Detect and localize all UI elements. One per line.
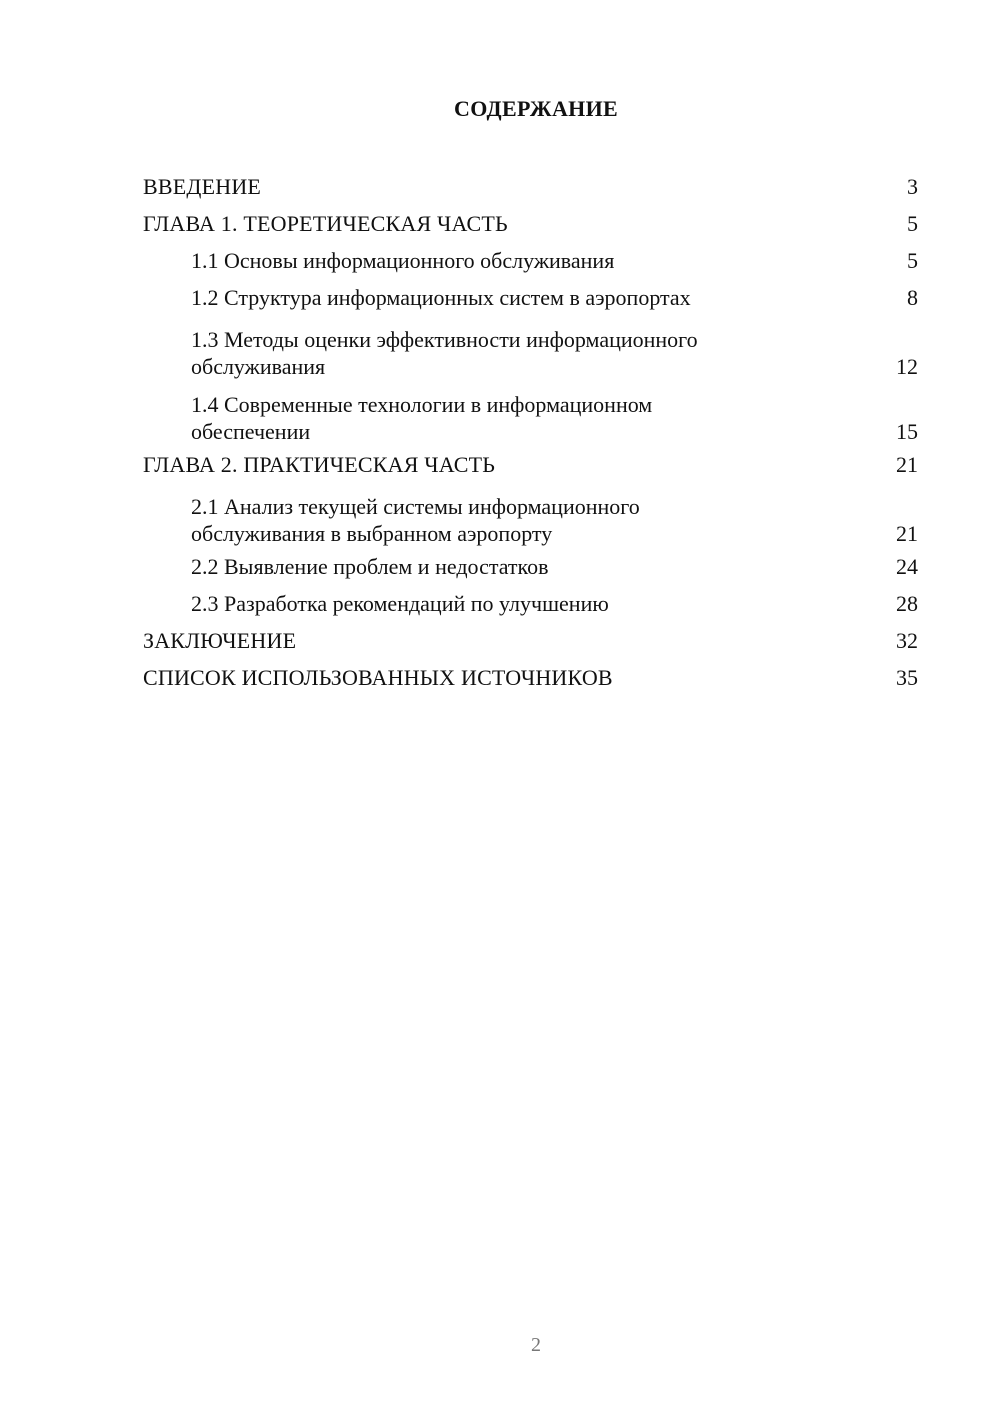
toc-entry-introduction[interactable] <box>143 168 918 205</box>
toc-title: СОДЕРЖАНИЕ <box>454 96 618 121</box>
toc-entry-page: 28 <box>896 591 918 616</box>
toc-entry-label: СПИСОК ИСПОЛЬЗОВАННЫХ ИСТОЧНИКОВ <box>143 665 613 690</box>
toc-entry-chapter-1[interactable] <box>143 205 918 242</box>
toc-entry-label: 2.1 Анализ текущей системы информационного обслуживания в выбранном аэропорту <box>191 494 640 546</box>
toc-entry-label: ГЛАВА 1. ТЕОРЕТИЧЕСКАЯ ЧАСТЬ <box>143 211 508 236</box>
page-number: 2 <box>531 1334 541 1356</box>
toc-entry-chapter-2[interactable] <box>143 446 918 483</box>
toc-entry-label: 2.2 Выявление проблем и недостатков <box>191 554 549 579</box>
toc-entry-label: 1.2 Структура информационных систем в аэропортах <box>191 285 691 310</box>
toc-entry-page: 24 <box>896 554 918 579</box>
toc-entry-section-1-1[interactable] <box>143 242 918 279</box>
toc-entry-section-1-4[interactable] <box>143 381 918 446</box>
toc-entry-page: 15 <box>896 419 918 444</box>
toc-entry-page: 8 <box>907 285 918 310</box>
toc-entry-label: ГЛАВА 2. ПРАКТИЧЕСКАЯ ЧАСТЬ <box>143 452 496 477</box>
toc-entry-page: 5 <box>907 211 918 236</box>
toc-entry-page: 21 <box>896 452 918 477</box>
toc-entry-label: 1.4 Современные технологии в информационном обеспечении <box>191 392 653 444</box>
toc-entry-label: 1.3 Методы оценки эффективности информационного обслуживания <box>191 327 698 379</box>
toc-entry-page: 32 <box>896 628 918 653</box>
toc-entry-page: 3 <box>907 174 918 199</box>
table-of-contents <box>143 168 918 696</box>
toc-entry-page: 5 <box>907 248 918 273</box>
toc-entry-page: 35 <box>896 665 918 690</box>
toc-entry-page: 12 <box>896 354 918 379</box>
toc-entry-label: ЗАКЛЮЧЕНИЕ <box>143 628 297 653</box>
toc-entry-label: ВВЕДЕНИЕ <box>143 174 262 199</box>
toc-entry-conclusion[interactable] <box>143 622 918 659</box>
toc-entry-page: 21 <box>896 521 918 546</box>
toc-entry-section-1-2[interactable] <box>143 279 918 316</box>
toc-entry-section-2-2[interactable] <box>143 548 918 585</box>
toc-entry-label: 1.1 Основы информационного обслуживания <box>191 248 615 273</box>
toc-entry-label: 2.3 Разработка рекомендаций по улучшению <box>191 591 609 616</box>
toc-entry-section-1-3[interactable] <box>143 316 918 381</box>
toc-entry-section-2-3[interactable] <box>143 585 918 622</box>
toc-entry-references[interactable] <box>143 659 918 696</box>
toc-entry-section-2-1[interactable] <box>143 483 918 548</box>
